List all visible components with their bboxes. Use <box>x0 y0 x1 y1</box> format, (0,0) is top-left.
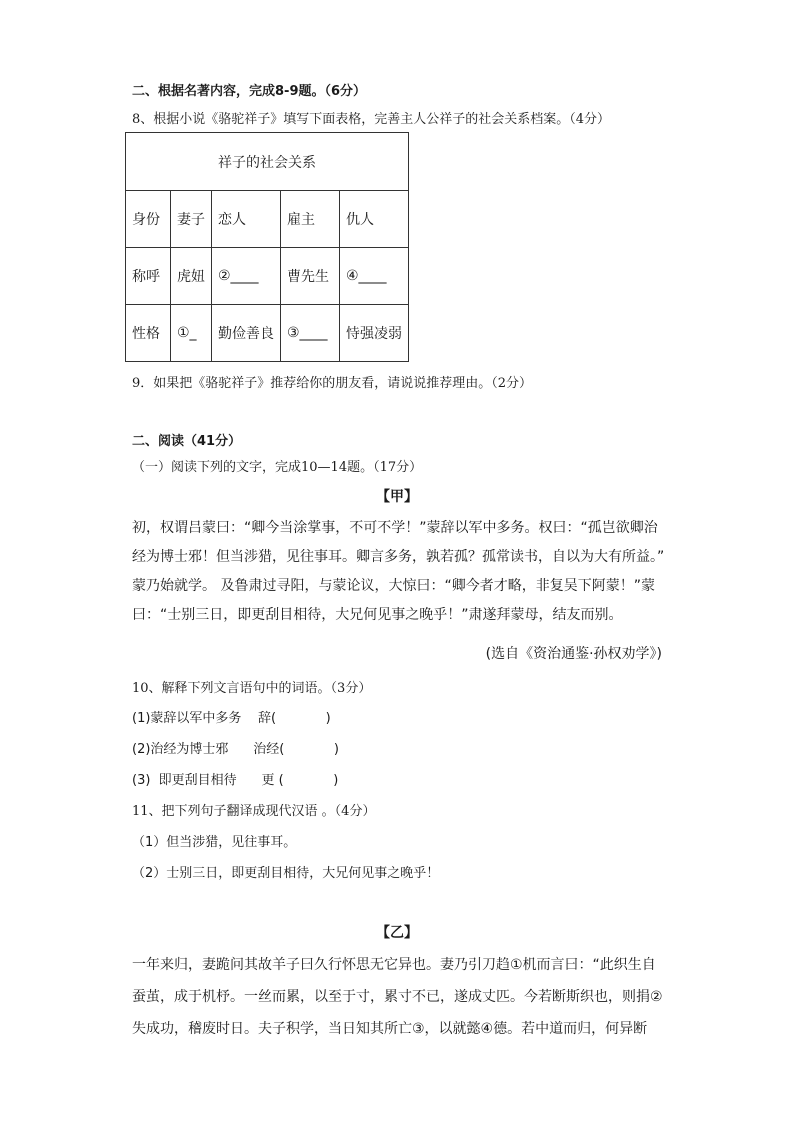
question-11: 11、把下列句子翻译成现代汉语 。（4分） <box>132 804 376 819</box>
table-cell: 仇人 <box>340 191 409 248</box>
passage-jia-line: 经为博士邪！但当涉猎，见往事耳。卿言多务，孰若孤？孤常读书，自以为大有所益。” <box>132 549 665 565</box>
table-cell: 妻子 <box>171 191 212 248</box>
question-9: 9．如果把《骆驼祥子》推荐给你的朋友看，请说说推荐理由。（2分） <box>132 376 533 391</box>
question-11-item: （1）但当涉猎，见往事耳。 <box>132 835 297 850</box>
table-title: 祥子的社会关系 <box>126 133 409 191</box>
table-cell: 恋人 <box>212 191 281 248</box>
table-cell: 性格 <box>126 305 171 362</box>
table-row <box>126 191 409 248</box>
passage-yi-line: 蚕茧，成于机杼。一丝而累，以至于寸，累寸不已，遂成丈匹。今若断斯织也，则捐② <box>132 989 663 1005</box>
table-cell: 虎妞 <box>171 248 212 305</box>
relations-table <box>125 132 409 362</box>
table-row <box>126 248 409 305</box>
reading-intro: （一）阅读下列的文字，完成10—14题。（17分） <box>132 460 423 475</box>
passage-yi-title: 【乙】 <box>376 925 418 941</box>
question-8: 8、根据小说《骆驼祥子》填写下面表格，完善主人公祥子的社会关系档案。（4分） <box>132 112 611 127</box>
table-cell: 曹先生 <box>281 248 340 305</box>
question-10: 10、解释下列文言语句中的词语。（3分） <box>132 681 372 696</box>
question-10-item: (2)治经为博士邪 治经( ) <box>132 742 339 757</box>
table-cell: 雇主 <box>281 191 340 248</box>
question-11-item: （2）士别三日，即更刮目相待，大兄何见事之晚乎！ <box>132 866 440 881</box>
passage-jia-title: 【甲】 <box>376 489 418 505</box>
table-cell: 恃强凌弱 <box>340 305 409 362</box>
table-cell: 身份 <box>126 191 171 248</box>
table-row <box>126 305 409 362</box>
passage-yi-line: 一年来归，妻跪问其故羊子曰久行怀思无它异也。妻乃引刀趋①机而言曰：“此织生自 <box>132 957 656 973</box>
table-cell: ④____ <box>340 248 409 305</box>
question-10-item: (3) 即更刮目相待 更 ( ) <box>132 773 339 788</box>
table-cell: 勤俭善良 <box>212 305 281 362</box>
section-heading-reading: 二、阅读（41分） <box>132 434 242 449</box>
passage-yi-line: 失成功，稽废时日。夫子积学，当日知其所亡③，以就懿④德。若中道而归，何异断 <box>132 1021 648 1037</box>
passage-jia-line: 曰：“士别三日，即更刮目相待，大兄何见事之晚乎！”肃遂拜蒙母，结友而别。 <box>132 607 623 623</box>
section-heading-novel: 二、根据名著内容，完成8-9题。（6分） <box>132 84 367 99</box>
table-cell: ③____ <box>281 305 340 362</box>
question-10-item: (1)蒙辞以军中多务 辞( ) <box>132 711 331 726</box>
passage-source: (选自《资治通鉴·孙权劝学》) <box>485 646 662 662</box>
table-cell: 称呼 <box>126 248 171 305</box>
table-cell: ②____ <box>212 248 281 305</box>
table-cell: ①_ <box>171 305 212 362</box>
passage-jia-line: 蒙乃始就学。 及鲁肃过寻阳，与蒙论议，大惊曰：“卿今者才略，非复吴下阿蒙！”蒙 <box>132 578 655 594</box>
passage-jia-line: 初，权谓吕蒙曰：“卿今当涂掌事，不可不学！”蒙辞以军中多务。权曰：“孤岂欲卿治 <box>132 520 658 536</box>
